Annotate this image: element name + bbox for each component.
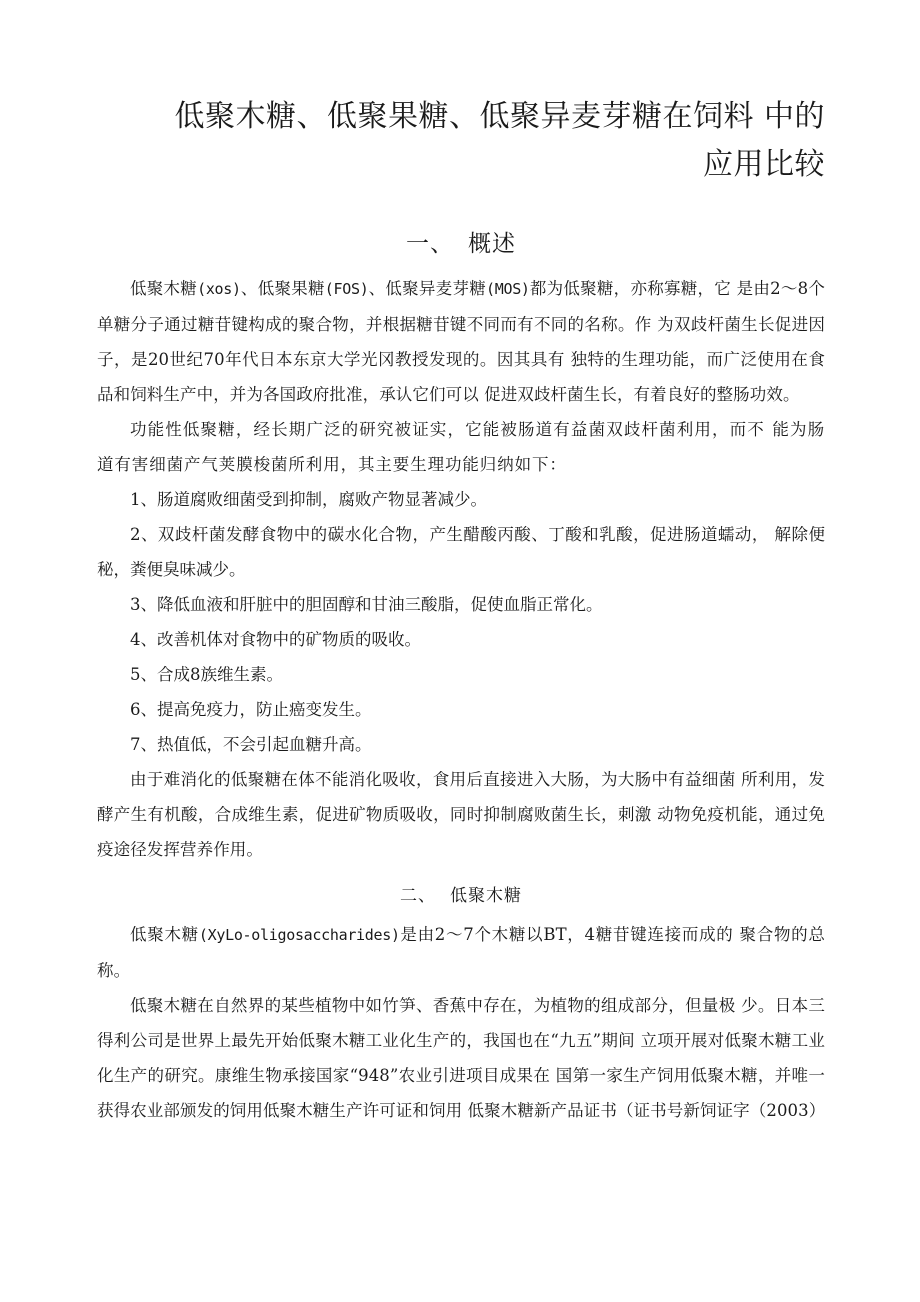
abbr-xylo-oligosaccharides: (XyLo-oligosaccharides) <box>198 926 400 944</box>
para1-part-d: 都为低聚糖，亦称寡糖，它 是由2～8个单糖分子通过糖苷键构成的聚合物，并根据糖苷键不同而有不同的名称。作 为双歧杆菌生长促进因子，是20世纪70年代日本东京大学光冈教授发现的。因其具有 独特的生理功能，而广泛使用在食品和饲料生产中，并为各国政府批准，承认它们可以 促进双歧杆菌生长，有着良好的整肠功效。 <box>97 279 826 404</box>
list-item: 5、合成8族维生素。 <box>130 665 283 684</box>
para4-part-a: 低聚木糖 <box>130 925 199 944</box>
paragraph-xos-definition <box>97 917 825 988</box>
list-item: 4、改善机体对食物中的矿物质的吸收。 <box>130 630 421 649</box>
list-item: 1、肠道腐败细菌受到抑制，腐败产物显著减少。 <box>130 490 487 509</box>
para1-part-c: 、低聚异麦芽糖 <box>368 279 486 298</box>
section-number-1: 一、 <box>406 231 454 257</box>
document-content <box>97 0 825 1128</box>
section-heading-overview <box>97 189 825 271</box>
para4-part-b: 是由2～7个木糖以BT，4糖苷键连接而成的 聚合物的总称。 <box>97 925 825 980</box>
page-title-line-1: 低聚木糖、低聚果糖、低聚异麦芽糖在饲料 中的 <box>174 99 825 134</box>
paragraph-functional-oligosaccharide: 功能性低聚糖，经长期广泛的研究被证实，它能被肠道有益菌双歧杆菌利用，而不 能为肠道有害细菌产气荚膜梭菌所利用，其主要生理功能归纳如下： <box>97 420 825 474</box>
para1-part-a: 低聚木糖 <box>130 279 198 298</box>
abbr-mos: (MOS) <box>486 280 530 298</box>
paragraph-definition <box>97 271 825 412</box>
list-item: 2、双歧杆菌发酵食物中的碳水化合物，产生醋酸丙酸、丁酸和乳酸，促进肠道蠕动， 解除便秘，粪便臭味减少。 <box>97 525 825 579</box>
section-number-2: 二、 <box>400 886 436 906</box>
page-title-line-2: 应用比较 <box>703 147 825 182</box>
para1-part-b: 、低聚果糖 <box>240 279 325 298</box>
paragraph-xos-production: 低聚木糖在自然界的某些植物中如竹笋、香蕉中存在，为植物的组成部分，但量极 少。日本三得利公司是世界上最先开始低聚木糖工业化生产的，我国也在“九五”期间 立项开展对低聚木糖工业化生产的研究。康维生物承接国家“948”农业引进项目成果在 国第一家生产饲用低聚木糖，并唯一获得农业部颁发的饲用低聚木糖生产许可证和饲用 低聚木糖新产品证书（证书号新饲证字（2003） <box>97 996 826 1120</box>
section-title-2: 低聚木糖 <box>450 886 522 906</box>
paragraph-digestion: 由于难消化的低聚糖在体不能消化吸收，食用后直接进入大肠，为大肠中有益细菌 所利用，发酵产生有机酸，合成维生素，促进矿物质吸收，同时抑制腐败菌生长，刺激 动物免疫机能，通过免疫途径发挥营养作用。 <box>97 770 825 859</box>
abbr-xos: (xos) <box>197 280 241 298</box>
abbr-fos: (FOS) <box>324 280 369 298</box>
section-title-1: 概述 <box>468 231 516 257</box>
list-item: 3、降低血液和肝脏中的胆固醇和甘油三酸脂，促使血脂正常化。 <box>130 595 603 614</box>
list-item: 6、提高免疫力，防止癌变发生。 <box>130 700 372 719</box>
section-heading-xylo-oligosaccharide <box>97 867 825 917</box>
page-title <box>97 0 825 189</box>
list-item: 7、热值低，不会引起血糖升高。 <box>130 735 372 754</box>
